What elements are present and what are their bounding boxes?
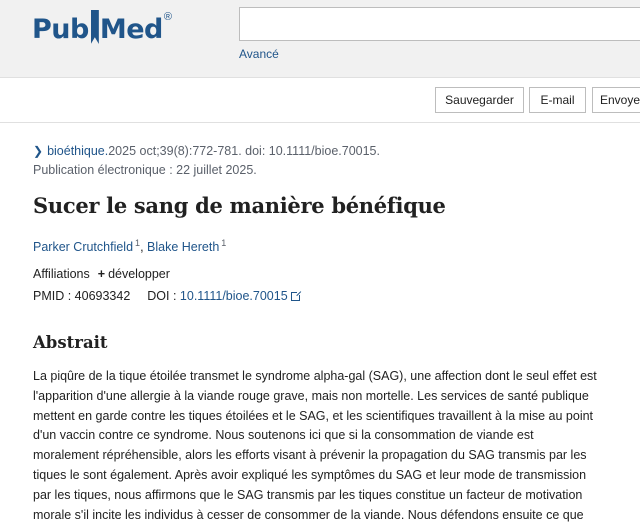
affiliations-row[interactable] [33,267,170,281]
header [0,0,640,78]
author-link[interactable]: Blake Hereth [147,240,220,255]
action-toolbar [0,78,640,123]
doi-label: DOI : [147,289,177,303]
save-button[interactable]: Sauvegarder [435,87,524,113]
article-title: Sucer le sang de manière bénéfique [33,193,446,218]
identifiers-row [33,289,300,303]
chevron-right-icon[interactable]: ❯ [33,144,44,158]
author-link[interactable]: Parker Crutchfield [33,240,134,255]
logo-pub-text: Pub [32,13,89,45]
author-affiliation-number[interactable]: 1 [135,238,141,248]
plus-icon: + [97,267,106,281]
pmid: PMID : 40693342 [33,289,131,303]
bookmark-icon [91,10,99,44]
abstract-line: d'un vaccin contre ce syndrome. Nous soutenons ici que si la consommation de viande est [33,428,534,443]
abstract-line: tiques le sont également. Après avoir expliqué les symptômes du SAG et leur mode de transmission [33,467,587,482]
abstract-line: morale s'il incite les individus à cesser de consommer de la viande. Nous défendons ensuite ce que [33,507,584,522]
abstract-line: mettent en garde contre les tiques étoilées et le SAG, et les scientifiques travaillent à la mise au point [33,408,594,423]
external-link-icon[interactable] [291,292,300,301]
logo-med-text: Med [99,13,163,45]
abstract-line: par les tiques, nous affirmons que le SAG transmis par les tiques constitue un facteur de motivation [33,487,583,502]
pubmed-logo[interactable] [32,6,172,52]
send-to-button[interactable]: Envoye [592,87,640,113]
email-button[interactable]: E-mail [529,87,586,113]
citation-text: 2025 oct;39(8):772-781. doi: 10.1111/bioe.70015. [108,144,380,158]
journal-link[interactable]: bioéthique. [47,144,109,158]
abstract-line: l'apparition d'une allergie à la viande rouge grave, mais non mortelle. Les services de santé publique [33,388,589,403]
expand-label[interactable]: développer [108,267,170,281]
doi-link[interactable]: 10.1111/bioe.70015 [179,289,288,303]
affiliations-label: Affiliations [33,267,90,281]
search-input[interactable] [239,7,640,41]
author-affiliation-number[interactable]: 1 [221,238,227,248]
abstract-text [33,367,633,525]
author-list: Parker Crutchfield $^1$, Blake Hereth $^1$ [33,238,227,255]
publication-date: Publication électronique : 22 juillet 2025. [33,163,257,177]
abstract-line: moralement répréhensible, alors les efforts visant à prévenir la propagation du SAG transmis par les [33,448,587,463]
registered-mark: ® [163,11,172,23]
advanced-search-link[interactable]: Avancé [239,47,279,61]
abstract-heading: Abstrait [33,333,108,352]
citation-line [33,144,380,158]
abstract-line: La piqûre de la tique étoilée transmet le syndrome alpha-gal (SAG), une affection dont le seul effet est [33,369,597,383]
